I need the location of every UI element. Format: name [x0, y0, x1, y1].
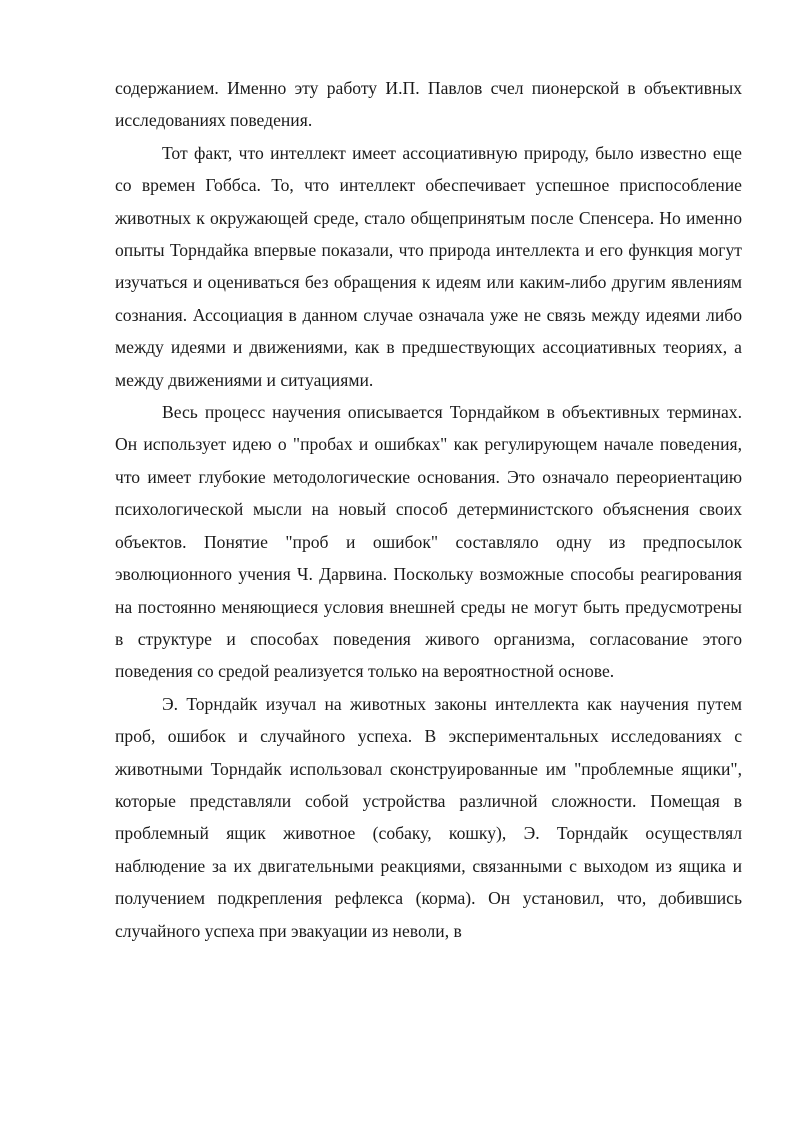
paragraph-problem-boxes: Э. Торндайк изучал на животных законы интеллекта как научения путем проб, ошибок и случайного успеха. В экспериментальных исследованиях с животными Торндайк использовал сконструированные им "проблемные ящики", которые представляли собой устройства различной сложности. Помещая в проблемный ящик животное (собаку, кошку), Э. Торндайк осуществлял наблюдение за их двигательными реакциями, связанными с выходом из ящика и получением подкрепления рефлекса (корма). Он установил, что, добившись случайного успеха при эвакуации из неволи, в [115, 693, 742, 941]
paragraph-associative-nature: Тот факт, что интеллект имеет ассоциативную природу, было известно еще со времен Гоббса. То, что интеллект обеспечивает успешное приспособление животных к окружающей среде, стало общепринятым после Спенсера. Но именно опыты Торндайка впервые показали, что природа интеллекта и его функция могут изучаться и оцениваться без обращения к идеям или каким-либо другим явлениям сознания. Ассоциация в данном случае означала уже не связь между идеями либо между идеями и движениями, как в предшествующих ассоциативных теориях, а между движениями и ситуациями. [115, 142, 742, 390]
paragraph-learning-process: Весь процесс научения описывается Торндайком в объективных терминах. Он использует идею о "пробах и ошибках" как регулирующем начале поведения, что имеет глубокие методологические основания. Это означало переориентацию психологической мысли на новый способ детерминистского объяснения своих объектов. Понятие "проб и ошибок" составляло одну из предпосылок эволюционного учения Ч. Дарвина. Поскольку возможные способы реагирования на постоянно меняющиеся условия внешней среды не могут быть предусмотрены в структуре и способах поведения живого организма, согласование этого поведения со средой реализуется только на вероятностной основе. [115, 402, 742, 682]
paragraph-continuation: содержанием. Именно эту работу И.П. Павлов счел пионерской в объективных исследованиях поведения. [115, 78, 742, 131]
document-body [115, 72, 742, 947]
